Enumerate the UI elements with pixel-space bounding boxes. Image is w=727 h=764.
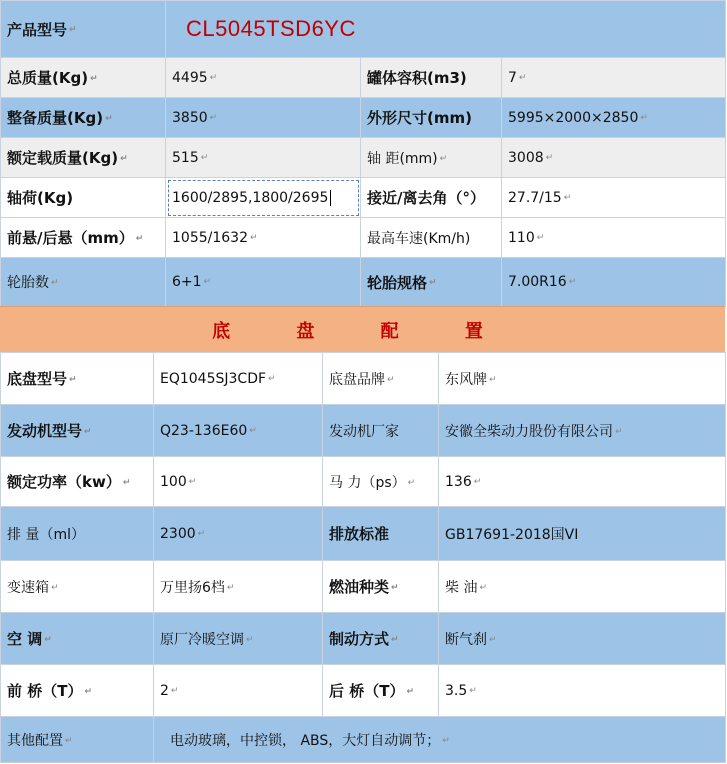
spec-row [1, 258, 726, 307]
spec-row [1, 178, 726, 218]
chassis-config-table [0, 352, 726, 763]
chassis-value: 断气刹 ↵ [439, 613, 726, 665]
spec-label: 轴 距(mm) ↵ [361, 138, 502, 178]
spec-row [1, 58, 726, 98]
spec-label: 总质量(Kg) ↵ [1, 58, 166, 98]
spec-label: 前悬/后悬（mm） ↵ [1, 218, 166, 258]
chassis-row [1, 405, 726, 457]
chassis-value: Q23-136E60 ↵ [154, 405, 323, 457]
chassis-value: EQ1045SJ3CDF ↵ [154, 353, 323, 405]
spec-value: 3850 ↵ [166, 98, 361, 138]
chassis-row [1, 561, 726, 613]
chassis-label: 底盘品牌 ↵ [323, 353, 439, 405]
spec-value: 5995×2000×2850 ↵ [502, 98, 726, 138]
model-number: CL5045TSD6YC [166, 1, 726, 58]
spec-value: 7 ↵ [502, 58, 726, 98]
chassis-row-other [1, 717, 726, 763]
chassis-value: 万里扬6档 ↵ [154, 561, 323, 613]
chassis-value: 2300 ↵ [154, 507, 323, 561]
chassis-value: 安徽全柴动力股份有限公司 ↵ [439, 405, 726, 457]
chassis-value: GB17691-2018国VI [439, 507, 726, 561]
spec-value: 110 ↵ [502, 218, 726, 258]
spec-value-selected[interactable] [166, 178, 361, 218]
spec-row [1, 138, 726, 178]
chassis-label: 变速箱 ↵ [1, 561, 154, 613]
text-cursor [330, 190, 331, 206]
spec-value: 1600/2895,1800/2695 [172, 189, 329, 206]
spec-row [1, 218, 726, 258]
chassis-label: 马 力（ps） ↵ [323, 457, 439, 507]
chassis-row [1, 507, 726, 561]
spec-label: 接近/离去角（°） [361, 178, 502, 218]
spec-label: 额定载质量(Kg) ↵ [1, 138, 166, 178]
chassis-label: 空 调 ↵ [1, 613, 154, 665]
chassis-row [1, 353, 726, 405]
chassis-label: 发动机厂家 [323, 405, 439, 457]
chassis-label: 燃油种类 ↵ [323, 561, 439, 613]
spec-value: 3008 ↵ [502, 138, 726, 178]
chassis-label: 排放标准 [323, 507, 439, 561]
spec-label: 轮胎规格 ↵ [361, 258, 502, 307]
spec-label: 轴荷(Kg) [1, 178, 166, 218]
other-config-value: 电动玻璃，中控锁， ABS，大灯自动调节； ↵ [154, 717, 726, 763]
spec-label: 整备质量(Kg) ↵ [1, 98, 166, 138]
spec-value: 515 ↵ [166, 138, 361, 178]
chassis-label: 制动方式 ↵ [323, 613, 439, 665]
spec-value: 6+1 ↵ [166, 258, 361, 307]
spec-label: 外形尺寸(mm) [361, 98, 502, 138]
title-row [1, 1, 726, 58]
chassis-row [1, 457, 726, 507]
chassis-row [1, 613, 726, 665]
other-config-label: 其他配置 ↵ [1, 717, 154, 763]
spec-value: 7.00R16 ↵ [502, 258, 726, 307]
chassis-label: 排 量（ml） [1, 507, 154, 561]
chassis-section-heading: 底 盘 配 置 [0, 306, 725, 354]
chassis-label: 后 桥（T） ↵ [323, 665, 439, 717]
chassis-value: 136 ↵ [439, 457, 726, 507]
chassis-row [1, 665, 726, 717]
chassis-value: 3.5 ↵ [439, 665, 726, 717]
spec-label: 轮胎数 ↵ [1, 258, 166, 307]
chassis-value: 原厂冷暖空调 ↵ [154, 613, 323, 665]
spec-label: 罐体容积(m3) [361, 58, 502, 98]
chassis-label: 前 桥（T） ↵ [1, 665, 154, 717]
spec-value: 27.7/15 ↵ [502, 178, 726, 218]
chassis-value: 100 ↵ [154, 457, 323, 507]
chassis-value: 东风牌 ↵ [439, 353, 726, 405]
vehicle-spec-table [0, 0, 726, 307]
spec-value: 4495 ↵ [166, 58, 361, 98]
model-label: 产品型号 ↵ [1, 1, 166, 58]
chassis-label: 发动机型号 ↵ [1, 405, 154, 457]
chassis-value: 柴 油 ↵ [439, 561, 726, 613]
chassis-value: 2 ↵ [154, 665, 323, 717]
chassis-label: 额定功率（kw） ↵ [1, 457, 154, 507]
spec-row [1, 98, 726, 138]
spec-value: 1055/1632 ↵ [166, 218, 361, 258]
spec-label: 最高车速(Km/h) [361, 218, 502, 258]
chassis-label: 底盘型号 ↵ [1, 353, 154, 405]
